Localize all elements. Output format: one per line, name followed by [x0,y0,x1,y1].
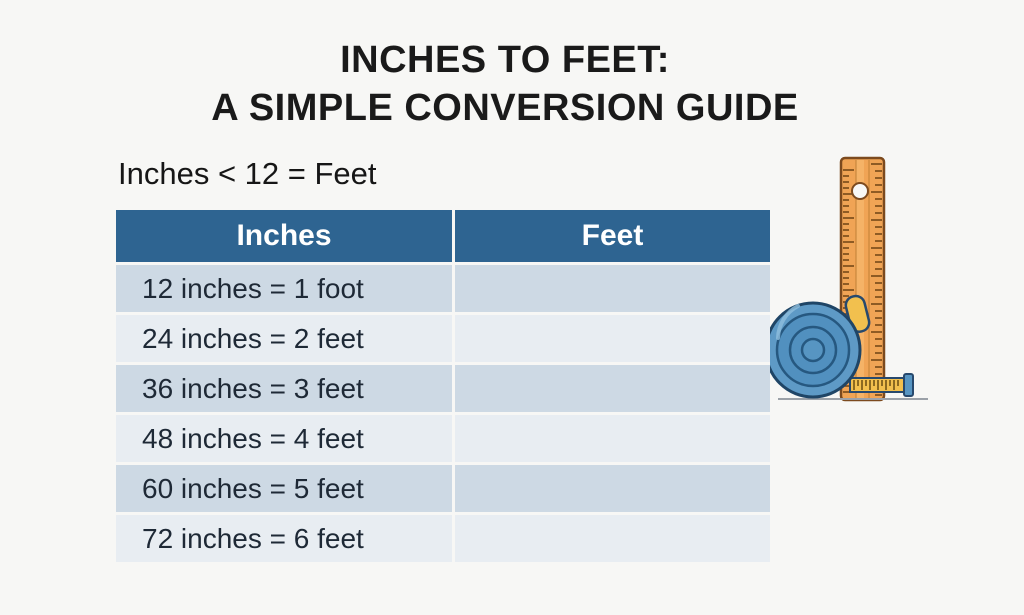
table-header-row [116,210,770,262]
conversion-formula: Inches < 12 = Feet [118,156,377,191]
inches-cell: 12 inches = 1 foot [116,265,452,312]
feet-cell [455,515,770,562]
table-row [116,265,770,312]
table-row [116,465,770,512]
inches-cell: 60 inches = 5 feet [116,465,452,512]
table-row [116,315,770,362]
feet-cell [455,415,770,462]
tape-end-hook [904,374,913,396]
page-title [0,36,1010,132]
table-row [116,415,770,462]
header-feet: Feet [455,210,770,262]
feet-cell [455,265,770,312]
tape-body [770,303,860,397]
conversion-table [116,210,770,562]
table-row [116,515,770,562]
table-row [116,365,770,412]
inches-cell: 48 inches = 4 feet [116,415,452,462]
page-title-line1: INCHES TO FEET: [340,39,670,81]
page-title-line2: A SIMPLE CONVERSION GUIDE [211,87,799,129]
inches-cell: 72 inches = 6 feet [116,515,452,562]
inches-cell: 36 inches = 3 feet [116,365,452,412]
ruler-hole [852,183,868,199]
ruler-tape-illustration [770,148,935,413]
feet-cell [455,365,770,412]
tape-strip [850,374,913,396]
header-inches: Inches [116,210,452,262]
feet-cell [455,315,770,362]
feet-cell [455,465,770,512]
inches-cell: 24 inches = 2 feet [116,315,452,362]
